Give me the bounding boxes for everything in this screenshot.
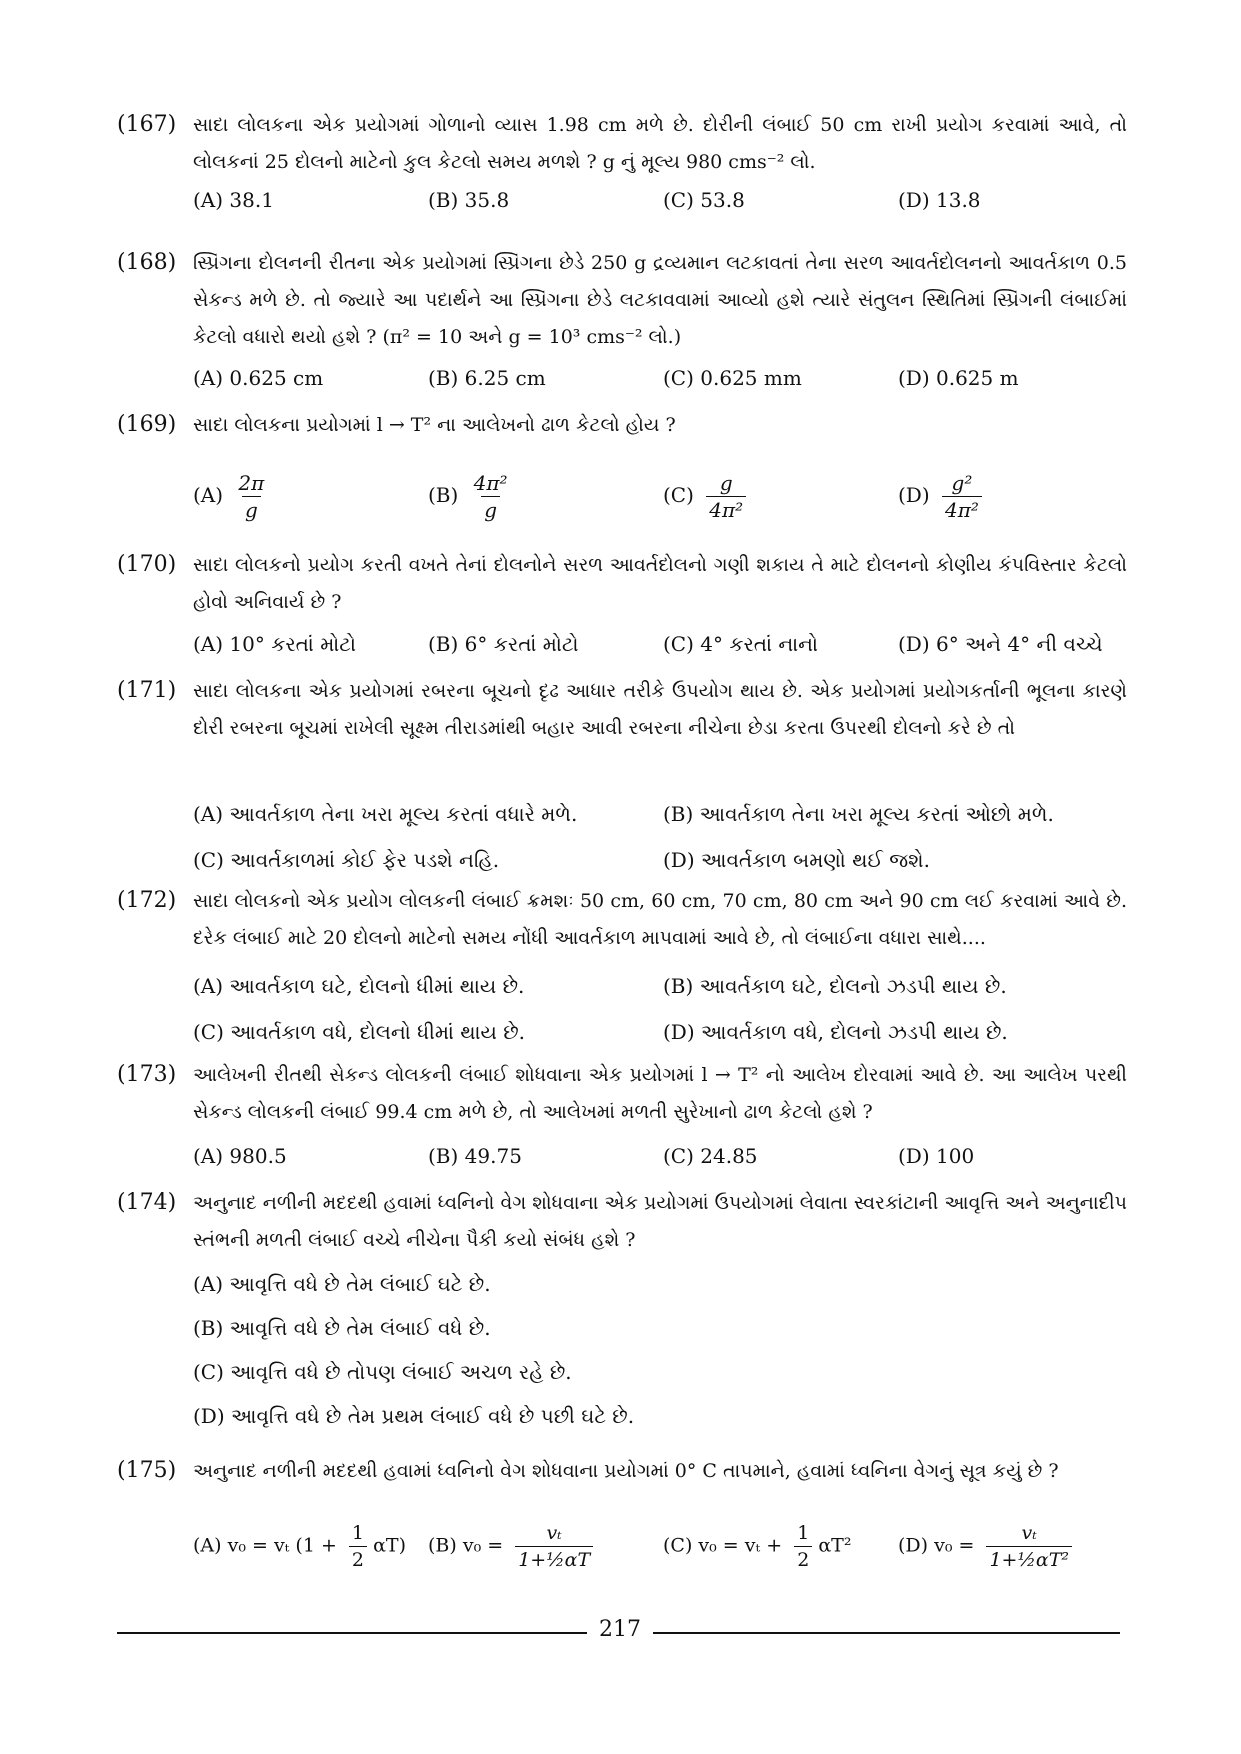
option-label: (D): [898, 1534, 929, 1557]
question-text: સાદા લોલકના એક પ્રયોગમાં ગોળાનો વ્યાસ 1.98 cm મળે છે. દોરીની લંબાઈ 50 cm રાખી પ્રયોગ કરવામાં આવે, તો લોલકનાં 25 દોલનો માટેનો કુલ કેટલો સમય મળશે ? g નું મૂલ્ય 980 cms⁻² લો.: [193, 114, 1127, 173]
option-d: [898, 472, 982, 521]
numerator: vₜ: [1021, 1522, 1037, 1544]
question-number: (169): [117, 412, 177, 437]
option-d: (D) 6° અને 4° ની વચ્ચે: [898, 632, 1103, 656]
question-number: (168): [117, 250, 177, 275]
option-label: (D): [898, 483, 930, 507]
option-a: (A) 0.625 cm: [193, 366, 324, 390]
fraction: [794, 1522, 812, 1571]
question-text: સાદા લોલકનો એક પ્રયોગ લોલકની લંબાઈ ક્રમશઃ 50 cm, 60 cm, 70 cm, 80 cm અને 90 cm લઈ કરવામાં આવે છે. દરેક લંબાઈ માટે 20 દોલનો માટેનો સમય નોંધી આવર્તકાળ માપવામાં આવે છે, તો લંબાઈના વધારા સાથે....: [193, 890, 1127, 949]
formula-suffix: αT): [373, 1534, 406, 1557]
question-text: અનુનાદ નળીની મદદથી હવામાં ધ્વનિનો વેગ શોધવાના એક પ્રયોગમાં ઉપયોગમાં લેવાતા સ્વરકાંટાની આવૃત્તિ અને અનુનાદીપ સ્તંભની મળતી લંબાઈ વચ્ચે નીચેના પૈકી કયો સંબંધ હશે ?: [193, 1192, 1127, 1251]
numerator: g²: [951, 471, 973, 495]
option-a: (A) 38.1: [193, 188, 274, 212]
fraction: [235, 472, 267, 521]
option-label: (B): [428, 1534, 457, 1557]
option-d: [898, 1522, 1072, 1571]
option-c: [663, 472, 746, 521]
option-label: (A): [193, 1534, 222, 1557]
formula-prefix: v₀ = vₜ (1 +: [227, 1534, 337, 1557]
fraction: [986, 1522, 1072, 1571]
option-c: (C) આવર્તકાળમાં કોઈ ફેર પડશે નહિ.: [193, 848, 500, 872]
denominator: g: [242, 496, 261, 521]
option-c: (C) 53.8: [663, 188, 745, 212]
option-c: (C) 24.85: [663, 1144, 758, 1168]
option-c: (C) 0.625 mm: [663, 366, 802, 390]
option-b: [428, 472, 511, 521]
option-a: (A) 10° કરતાં મોટો: [193, 632, 356, 656]
option-label: (C): [663, 483, 694, 507]
option-c: (C) આવૃત્તિ વધે છે તોપણ લંબાઈ અચળ રહે છે.: [193, 1360, 572, 1384]
question-number: (173): [117, 1062, 177, 1087]
option-d: (D) આવૃત્તિ વધે છે તેમ પ્રથમ લંબાઈ વધે છે પછી ઘટે છે.: [193, 1404, 635, 1428]
option-b: (B) 6° કરતાં મોટો: [428, 632, 579, 656]
option-b: (B) આવર્તકાળ ઘટે, દોલનો ઝડપી થાય છે.: [663, 974, 1007, 998]
question-number: (170): [117, 552, 177, 577]
formula-prefix: v₀ = vₜ +: [698, 1534, 783, 1557]
option-c: (C) 4° કરતાં નાનો: [663, 632, 819, 656]
option-label: (A): [193, 483, 224, 507]
option-b: (B) આવર્તકાળ તેના ખરા મૂલ્ય કરતાં ઓછો મળે.: [663, 802, 1054, 826]
question-number: (171): [117, 678, 177, 703]
denominator: 4π²: [942, 496, 982, 521]
numerator: 2π: [238, 471, 265, 495]
formula-prefix: v₀ =: [934, 1534, 975, 1557]
option-a: (A) આવર્તકાળ તેના ખરા મૂલ્ય કરતાં વધારે મળે.: [193, 802, 578, 826]
question-text: સાદા લોલકના પ્રયોગમાં l → T² ના આલેખનો ઢાળ કેટલો હોય ?: [193, 414, 676, 436]
option-a: (A) આવૃત્તિ વધે છે તેમ લંબાઈ ઘટે છે.: [193, 1272, 491, 1296]
option-b: (B) 49.75: [428, 1144, 522, 1168]
option-a: (A) 980.5: [193, 1144, 287, 1168]
formula-prefix: v₀ =: [462, 1534, 504, 1557]
option-d: (D) 100: [898, 1144, 975, 1168]
option-d: (D) 13.8: [898, 188, 981, 212]
question-text: અનુનાદ નળીની મદદથી હવામાં ધ્વનિનો વેગ શોધવાના પ્રયોગમાં 0° C તાપમાને, હવામાં ધ્વનિના વેગનું સૂત્ર કયું છે ?: [193, 1460, 1059, 1482]
option-b: [428, 1522, 593, 1571]
question-text: સ્પ્રિંગના દોલનની રીતના એક પ્રયોગમાં સ્પ્રિંગના છેડે 250 g દ્રવ્યમાન લટકાવતાં તેના સરળ આવર્તદોલનનો આવર્તકાળ 0.5 સેકન્ડ મળે છે. તો જ્યારે આ પદાર્થને આ સ્પ્રિંગના છેડે લટકાવવામાં આવ્યો હશે ત્યારે સંતુલન સ્થિતિમાં સ્પ્રિંગની લંબાઈમાં કેટલો વધારો થયો હશે ? (π² = 10 અને g = 10³ cms⁻² લો.): [193, 252, 1127, 348]
footer-rule-left: [117, 1632, 587, 1634]
options: [193, 1262, 1127, 1438]
numerator: vₜ: [546, 1522, 562, 1544]
fraction: [942, 472, 982, 521]
numerator: 1: [797, 1522, 810, 1544]
option-a: [193, 472, 267, 521]
footer-rule-right: [653, 1632, 1120, 1634]
question-number: (175): [117, 1458, 177, 1483]
question-text: આલેખની રીતથી સેકન્ડ લોલકની લંબાઈ શોધવાના એક પ્રયોગમાં l → T² નો આલેખ દોરવામાં આવે છે. આ આલેખ પરથી સેકન્ડ લોલકની લંબાઈ 99.4 cm મળે છે, તો આલેખમાં મળતી સુરેખાનો ઢાળ કેટલો હશે ?: [193, 1064, 1127, 1123]
question-text: સાદા લોલકનો પ્રયોગ કરતી વખતે તેનાં દોલનોને સરળ આવર્તદોલનો ગણી શકાય તે માટે દોલનનો કોણીય કંપવિસ્તાર કેટલો હોવો અનિવાર્ય છે ?: [193, 554, 1127, 613]
option-a: (A) આવર્તકાળ ઘટે, દોલનો ધીમાં થાય છે.: [193, 974, 525, 998]
option-label: (C): [663, 1534, 693, 1557]
denominator: g: [481, 496, 500, 521]
question-text: સાદા લોલકના એક પ્રયોગમાં રબરના બૂચનો દૃઢ આધાર તરીકે ઉપયોગ થાય છે. એક પ્રયોગમાં પ્રયોગકર્તાની ભૂલના કારણે દોરી રબરના બૂચમાં રાખેલી સૂક્ષ્મ તીરાડમાંથી બહાર આવી રબરના નીચેના છેડા કરતા ઉપરથી દોલનો કરે છે તો: [193, 680, 1127, 739]
option-b: (B) 35.8: [428, 188, 510, 212]
option-a: [193, 1522, 406, 1571]
fraction: [349, 1522, 367, 1571]
option-b: (B) 6.25 cm: [428, 366, 546, 390]
option-d: (D) આવર્તકાળ બમણો થઈ જશે.: [663, 848, 930, 872]
question-number: (174): [117, 1190, 177, 1215]
denominator: 2: [794, 1546, 812, 1571]
fraction: [706, 472, 746, 521]
fraction: [515, 1522, 593, 1571]
denominator: 4π²: [706, 496, 746, 521]
numerator: 1: [351, 1522, 365, 1544]
option-d: (D) 0.625 m: [898, 366, 1019, 390]
question-number: (167): [117, 112, 177, 137]
numerator: 4π²: [473, 471, 508, 495]
option-label: (B): [428, 483, 459, 507]
option-b: (B) આવૃત્તિ વધે છે તેમ લંબાઈ વધે છે.: [193, 1316, 491, 1340]
page-number: 217: [599, 1617, 641, 1642]
denominator: 1+½αT: [515, 1546, 593, 1571]
denominator: 2: [349, 1546, 367, 1571]
fraction: [471, 472, 511, 521]
option-c: [663, 1522, 851, 1571]
option-d: (D) આવર્તકાળ વધે, દોલનો ઝડપી થાય છે.: [663, 1020, 1008, 1044]
numerator: g: [719, 471, 733, 495]
denominator: 1+½αT²: [986, 1546, 1072, 1571]
option-c: (C) આવર્તકાળ વધે, દોલનો ધીમાં થાય છે.: [193, 1020, 526, 1044]
question-number: (172): [117, 888, 177, 913]
formula-suffix: αT²: [818, 1534, 852, 1557]
